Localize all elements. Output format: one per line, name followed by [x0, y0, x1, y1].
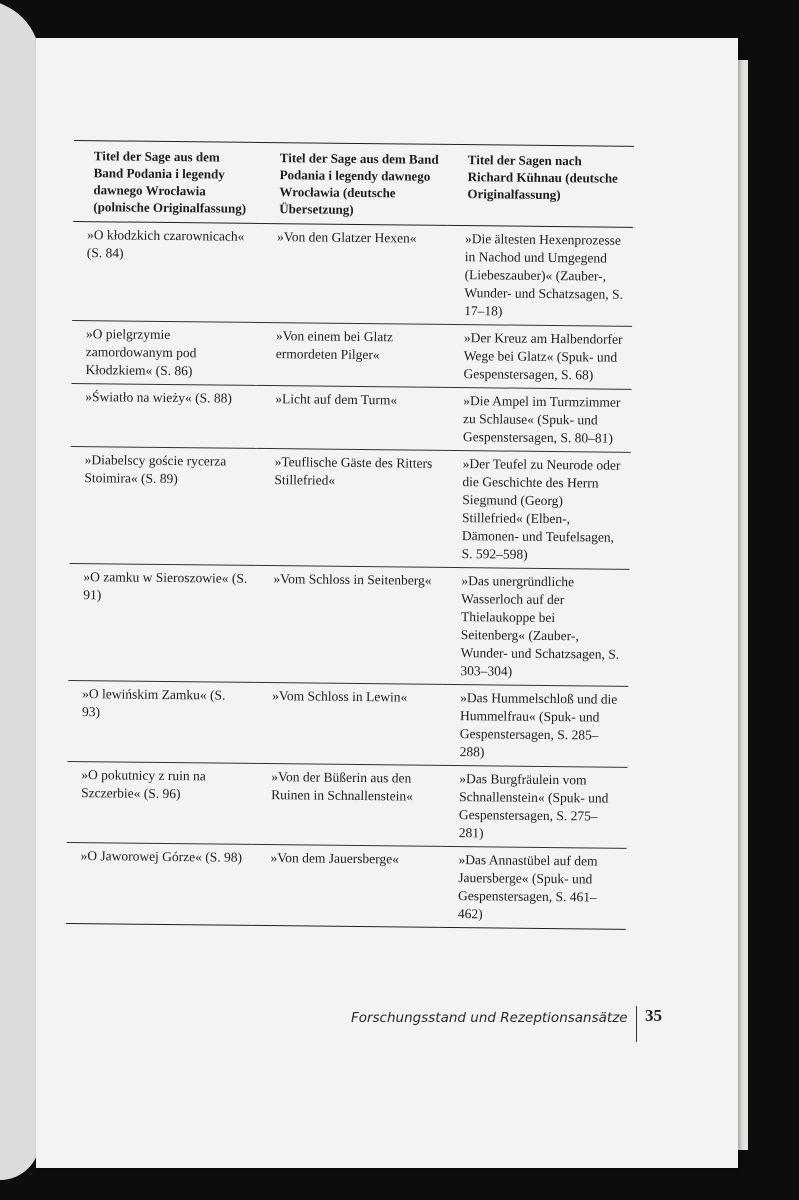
- cell-kuehnau-title: »Die Ampel im Turmzimmer zu Schlause« (Spuk- und Gespenstersagen, S. 80–81): [445, 387, 632, 452]
- cell-polish-title: »O pokutnicy z ruin na Szczerbie« (S. 96): [67, 761, 254, 844]
- cell-kuehnau-title: »Der Kreuz am Halbendorfer Wege bei Glatz« (Spuk- und Gespenstersagen, S. 68): [445, 324, 632, 389]
- sagen-table-area: [66, 140, 634, 930]
- cell-polish-title: »Światło na wieży« (S. 88): [71, 383, 258, 448]
- table-row: [67, 680, 628, 767]
- header-kuehnau-original: Titel der Sagen nach Richard Kühnau (deutsche Originalfassung): [447, 144, 634, 227]
- table-row: [67, 761, 628, 848]
- cell-german-title: »Von den Glatzer Hexen«: [258, 223, 447, 324]
- header-german-translation: Titel der Sage aus dem Band Podania i legendy dawnego Wrocławia (deutsche Übersetzung): [259, 142, 448, 225]
- cell-polish-title: »O Jaworowej Górze« (S. 98): [66, 842, 253, 925]
- cell-kuehnau-title: »Der Teufel zu Neurode oder die Geschichte des Herrn Siegmund (Georg) Stillefried« (Elben-, Dämonen- und Teufelsagen, S. 592–598): [444, 450, 631, 569]
- cell-polish-title: »O lewińskim Zamku« (S. 93): [67, 680, 254, 763]
- table-row: [71, 320, 632, 389]
- book-page: [36, 38, 738, 1168]
- page-footer: [351, 1006, 662, 1042]
- cell-polish-title: »O pielgrzymie zamordowanym pod Kłodzkiem« (S. 86): [71, 320, 258, 385]
- running-title: Forschungsstand und Rezeptionsansätze: [350, 1010, 628, 1026]
- cell-german-title: »Von einem bei Glatz ermordeten Pilger«: [257, 322, 446, 387]
- cell-kuehnau-title: »Das Hummelschloß und die Hummelfrau« (Spuk- und Gespenstersagen, S. 285–288): [441, 684, 628, 767]
- table-row: [70, 446, 631, 569]
- cell-german-title: »Von der Büßerin aus den Ruinen in Schnallenstein«: [253, 763, 442, 846]
- table-row: [71, 383, 632, 452]
- cell-german-title: »Von dem Jauersberge«: [252, 844, 441, 927]
- cell-german-title: »Teuflische Gäste des Ritters Stillefried«: [256, 448, 445, 567]
- cell-kuehnau-title: »Das Burgfräulein vom Schnallenstein« (Spuk- und Gespenstersagen, S. 275–281): [441, 765, 628, 848]
- page-number: 35: [645, 1006, 662, 1025]
- sagen-comparison-table: [66, 140, 634, 930]
- cell-polish-title: »Diabelscy goście rycerza Stoimira« (S. 89): [70, 446, 257, 565]
- header-polish-original: Titel der Sage aus dem Band Podania i legendy dawnego Wrocławia (polnische Originalfassung): [73, 140, 260, 223]
- cell-polish-title: »O zamku w Sieroszowie« (S. 91): [68, 563, 255, 682]
- table-row: [72, 221, 633, 326]
- cell-german-title: »Vom Schloss in Seitenberg«: [254, 565, 443, 684]
- table-row: [66, 842, 627, 929]
- cell-kuehnau-title: »Das unergründliche Wasserloch auf der Thielaukoppe bei Seitenberg« (Zauber-, Wunder- und Schatzsagen, S. 303–304): [442, 567, 629, 686]
- cell-kuehnau-title: »Die ältesten Hexenprozesse in Nachod und Umgegend (Liebeszauber)« (Zauber-, Wunder- und Schatzsagen, S. 17–18): [446, 225, 633, 326]
- table-header-row: [73, 140, 634, 227]
- cell-german-title: »Licht auf dem Turm«: [257, 385, 446, 450]
- cell-polish-title: »O kłodzkich czarownicach« (S. 84): [72, 221, 259, 322]
- cell-kuehnau-title: »Das Annastübel auf dem Jauersberge« (Spuk- und Gespenstersagen, S. 461–462): [440, 846, 627, 929]
- cell-german-title: »Vom Schloss in Lewin«: [253, 682, 442, 765]
- table-row: [68, 563, 629, 686]
- previous-page-edge: [0, 0, 40, 1180]
